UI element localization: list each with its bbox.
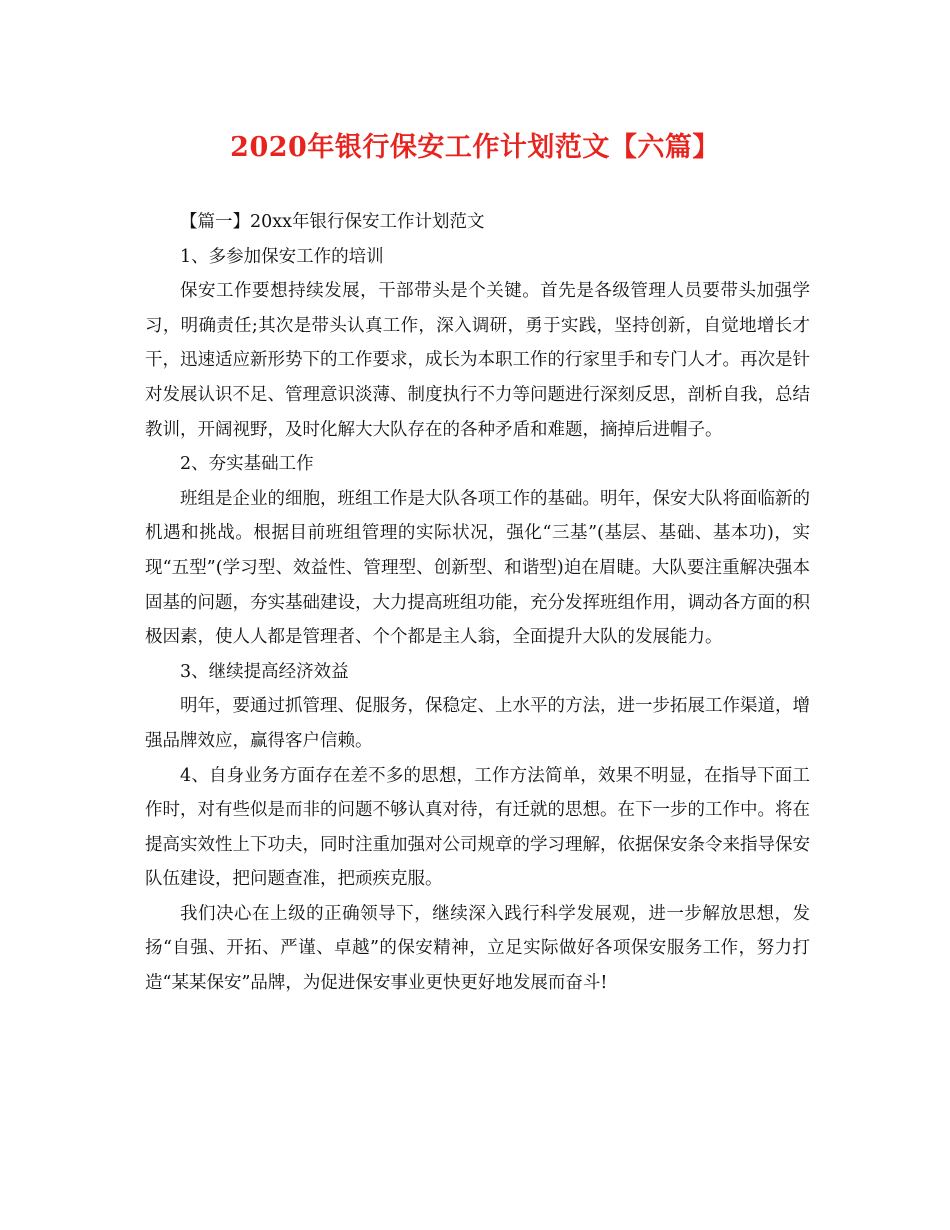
paragraph-2: 班组是企业的细胞，班组工作是大队各项工作的基础。明年，保安大队将面临新的机遇和挑战。根据目前班组管理的实际状况，强化“三基”(基层、基础、基本功)，实现“五型”(学习型、效益性、管理型、创新型、和谐型)迫在眉睫。大队要注重解决强本固基的问题，夯实基础建设，大力提高班组功能，充分发挥班组作用，调动各方面的积极因素，使人人都是管理者、个个都是主人翁，全面提升大队的发展能力。 xyxy=(145,488,810,648)
paragraph-4: 4、自身业务方面存在差不多的思想，工作方法简单，效果不明显，在指导下面工作时，对有些似是而非的问题不够认真对待，有迁就的思想。在下一步的工作中。将在提高实效性上下功夫，同时注重加强对公司规章的学习理解，依据保安条令来指导保安队伍建设，把问题查准，把顽疾克服。 xyxy=(145,765,810,890)
item-heading-2: 2、夯实基础工作 xyxy=(180,454,314,475)
item-heading-3: 3、继续提高经济效益 xyxy=(180,661,349,682)
document-body xyxy=(145,205,810,1001)
item-heading-1: 1、多参加保安工作的培训 xyxy=(180,246,384,267)
paragraph-1: 保安工作要想持续发展，干部带头是个关键。首先是各级管理人员要带头加强学习，明确责任;其次是带头认真工作，深入调研，勇于实践，坚持创新，自觉地增长才干，迅速适应新形势下的工作要求，成长为本职工作的行家里手和专门人才。再次是针对发展认识不足、管理意识淡薄、制度执行不力等问题进行深刻反思，剖析自我，总结教训，开阔视野，及时化解大大队存在的各种矛盾和难题，摘掉后进帽子。 xyxy=(145,281,810,440)
paragraph-5: 我们决心在上级的正确领导下，继续深入践行科学发展观，进一步解放思想，发扬“自强、开拓、严谨、卓越”的保安精神，立足实际做好各项保安服务工作，努力打造“某某保安”品牌，为促进保安事业更快更好地发展而奋斗! xyxy=(145,903,810,994)
section-heading: 【篇一】20xx年银行保安工作计划范文 xyxy=(180,212,485,232)
document-title: 2020年银行保安工作计划范文【六篇】 xyxy=(230,132,720,163)
paragraph-3: 明年，要通过抓管理、促服务，保稳定、上水平的方法，进一步拓展工作渠道，增强品牌效应，赢得客户信赖。 xyxy=(145,696,810,751)
